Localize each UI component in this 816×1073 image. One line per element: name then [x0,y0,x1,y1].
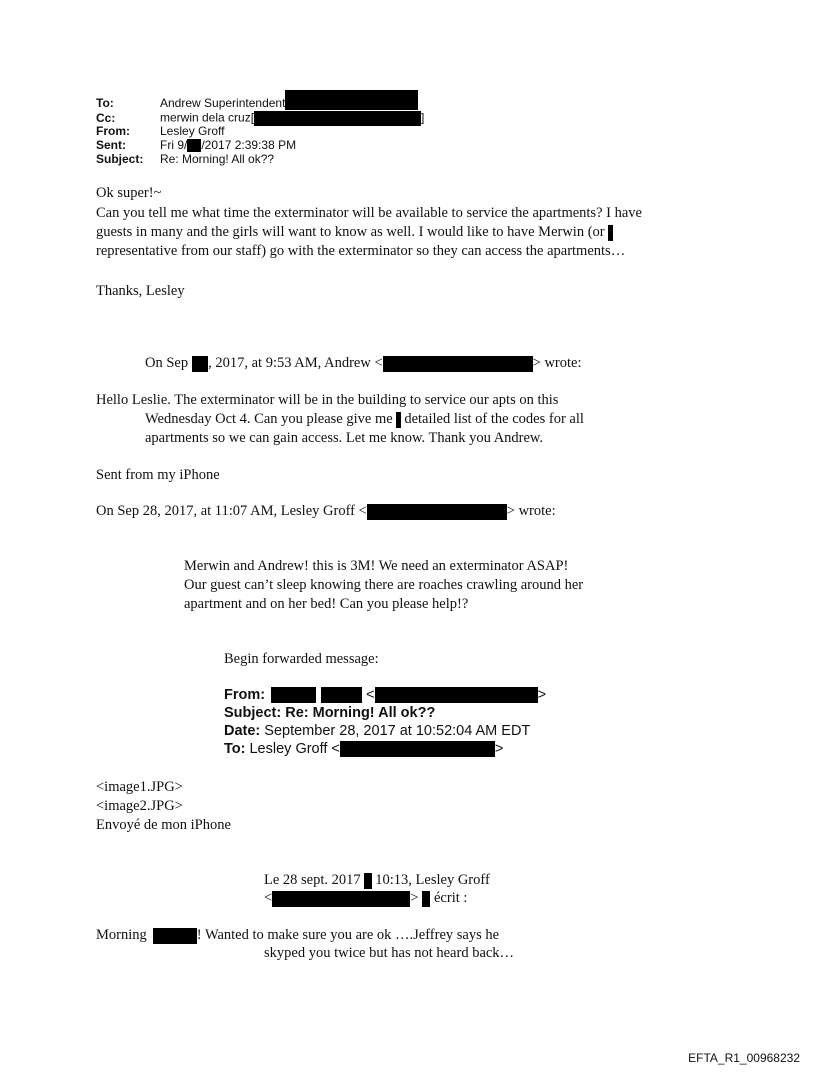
redaction-bar [340,741,495,757]
forwarded-to-text: > [494,741,504,757]
sent-prefix: Fri 9/ [160,138,188,152]
quote-intro-text: < [264,890,273,906]
forwarded-subject-row [224,705,435,722]
signoff: Thanks, Lesley [96,283,185,299]
morning-text: ! Wanted to make sure you are ok ….Jeffrey says he [196,927,500,943]
cc-close: ] [421,110,425,125]
quote-intro-text: , 2017, at 9:53 AM, Andrew < [208,355,383,371]
quote-intro [264,890,467,907]
from-label: From: [96,124,130,138]
cc-value: merwin dela cruz[ [160,110,255,125]
message-line: representative from our staff) go with the exterminator so they can access the apartments… [96,243,626,259]
quote-intro-text: écrit : [430,890,468,906]
message-line-text: guests in many and the girls will want to know as well. I would like to have Merwin (or [96,224,605,240]
quote-intro-text: > wrote: [532,355,582,371]
header-sent-row [96,139,296,152]
redaction-bar [608,225,613,241]
quote-line [145,411,584,428]
morning-line [96,927,499,944]
quote-intro-text: On Sep 28, 2017, at 11:07 AM, Lesley Groff < [96,503,367,519]
quote-line: apartments so we can gain access. Let me know. Thank you Andrew. [145,430,544,446]
redaction-bar [364,873,372,889]
redaction-bar [321,687,362,703]
quote-intro-text: On Sep [145,355,189,371]
quote-intro-text: > [410,890,419,906]
quote-intro [264,872,490,889]
forwarded-to-value: Lesley Groff < [245,741,340,757]
message-line: Can you tell me what time the exterminator will be available to service the apartments? I have [96,205,642,221]
header-from-row [96,125,224,138]
forwarded-subject-value: Re: Morning! All ok?? [281,705,436,721]
quote-line-text: Wednesday Oct 4. Can you please give me [145,411,393,427]
from-value: Lesley Groff [160,124,225,138]
redaction-bar [285,90,418,110]
forwarded-to-label: To: [224,741,246,757]
forwarded-subject-label: Subject: [224,705,282,721]
quote-line: Hello Leslie. The exterminator will be in the building to service our apts on this [96,392,559,408]
header-subject-row [96,153,274,166]
redaction-bar [271,687,316,703]
forwarded-to-row [224,741,503,758]
attachment-line: <image2.JPG> [96,798,183,814]
quote-intro-text: 10:13, Lesley Groff [371,872,490,888]
cc-label: Cc: [96,110,116,125]
forwarded-date-value: September 28, 2017 at 10:52:04 AM EDT [260,723,531,739]
forwarded-from-text: > [537,687,547,703]
redaction-bar [375,687,538,703]
quote-line: Our guest can’t sleep knowing there are roaches crawling around her [184,577,584,593]
quote-intro [145,355,582,372]
greeting: Ok super!~ [96,185,162,201]
sent-label: Sent: [96,138,126,152]
redaction-bar [272,891,410,907]
redaction-bar [254,111,421,126]
quote-line-text: detailed list of the codes for all [400,411,584,427]
redaction-bar [187,139,201,152]
header-to-row [96,97,418,110]
to-label: To: [96,96,114,110]
forwarded-date-row [224,723,530,740]
morning-word: Morning [96,927,147,943]
morning-line: skyped you twice but has not heard back… [264,945,515,961]
sent-suffix: /2017 2:39:38 PM [201,138,297,152]
quote-intro [96,503,556,520]
subject-value: Re: Morning! All ok?? [160,152,275,166]
subject-label: Subject: [96,152,144,166]
redaction-bar [192,356,208,372]
header-cc-row [96,111,424,126]
forwarded-from-label: From: [224,687,266,703]
sent-from-line: Sent from my iPhone [96,467,220,483]
redaction-bar [153,928,197,944]
quote-intro-text: > wrote: [506,503,556,519]
forwarded-from-row [224,687,546,704]
quote-intro-text: Le 28 sept. 2017 [264,872,361,888]
message-line [96,224,613,241]
redaction-bar [367,504,507,520]
envoye-line: Envoyé de mon iPhone [96,817,231,833]
redaction-bar [383,356,533,372]
document-id: EFTA_R1_00968232 [688,1051,800,1065]
attachment-line: <image1.JPG> [96,779,183,795]
quote-line: apartment and on her bed! Can you please help!? [184,596,469,612]
forwarded-from-text: < [362,687,375,703]
forwarded-begin: Begin forwarded message: [224,651,379,667]
quote-line: Merwin and Andrew! this is 3M! We need an exterminator ASAP! [184,558,569,574]
to-value: Andrew Superintendent [160,96,286,110]
forwarded-date-label: Date: [224,723,261,739]
